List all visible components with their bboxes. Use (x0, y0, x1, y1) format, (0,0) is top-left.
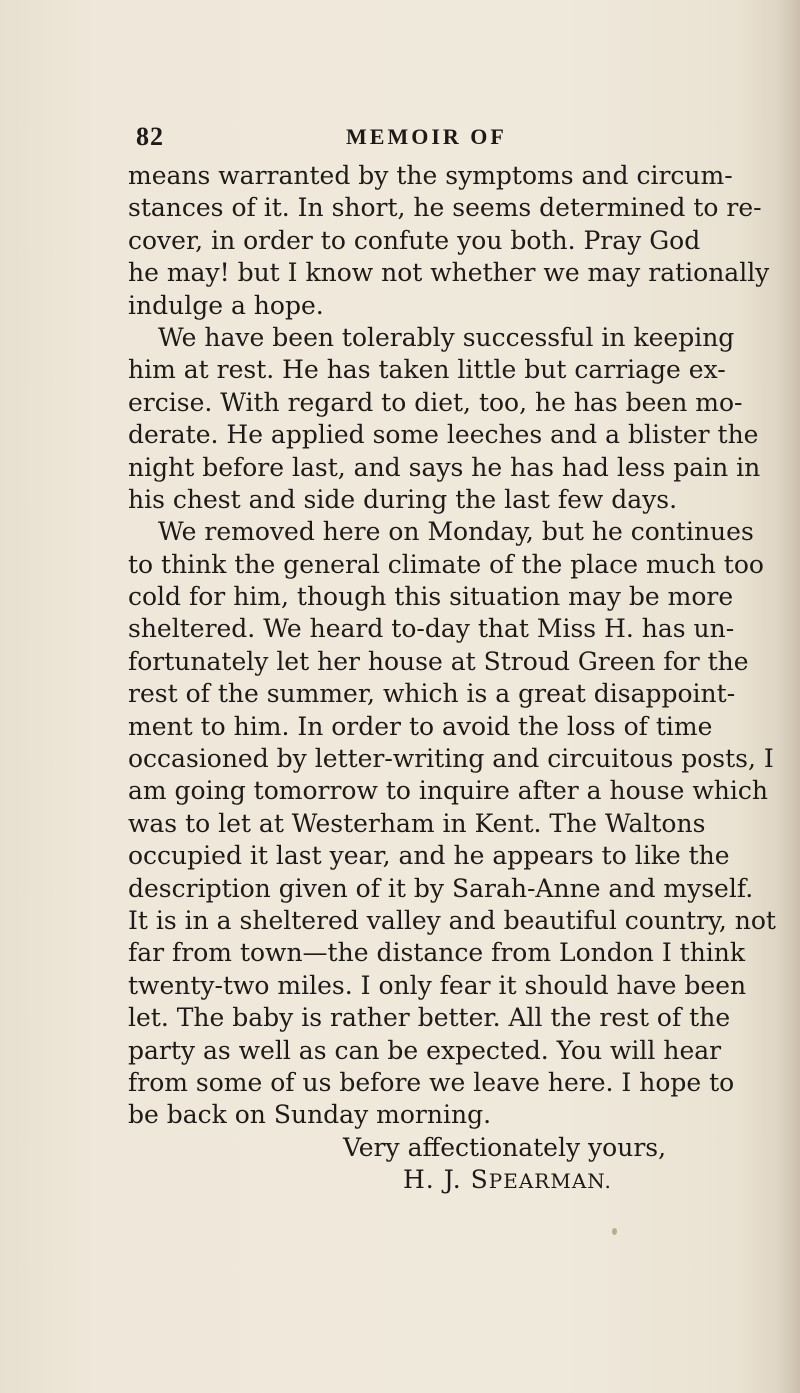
text-line: night before last, and says he has had less pain in (128, 452, 761, 482)
text-line: rest of the summer, which is a great disappoint- (128, 679, 736, 709)
text-line: he may! but I know not whether we may rationally (128, 258, 770, 288)
text-line: be back on Sunday morning. (128, 1100, 492, 1130)
text-line: am going tomorrow to inquire after a house which (128, 776, 768, 806)
text-line: description given of it by Sarah-Anne and myself. (128, 873, 754, 903)
letter-signature (128, 1164, 792, 1196)
text-line: cold for him, though this situation may be more (128, 582, 734, 612)
text-line: far from town—the distance from London I think (128, 938, 746, 968)
signature-surname-rest: PEARMAN. (488, 1169, 612, 1194)
text-line: stances of it. In short, he seems determined to re- (128, 193, 762, 223)
page-number: 82 (136, 122, 164, 151)
paragraph-start-line: We have been tolerably successful in keeping (158, 322, 735, 352)
text-line: his chest and side during the last few days. (128, 484, 678, 514)
text-line: ercise. With regard to diet, too, he has been mo- (128, 387, 743, 417)
text-line: party as well as can be expected. You will hear (128, 1035, 722, 1065)
text-line: fortunately let her house at Stroud Green for the (128, 646, 749, 676)
letter-body (128, 160, 792, 1197)
running-head: MEMOIR OF (346, 124, 507, 149)
text-line: was to let at Westerham in Kent. The Waltons (128, 808, 706, 838)
text-line: let. The baby is rather better. All the rest of the (128, 1003, 731, 1033)
text-line: It is in a sheltered valley and beautiful country, not (128, 905, 776, 935)
text-line: to think the general climate of the place much too (128, 549, 764, 579)
paper-speck (612, 1228, 617, 1235)
text-line: occupied it last year, and he appears to like the (128, 841, 730, 871)
text-line: indulge a hope. (128, 290, 324, 320)
letter-closing: Very affectionately yours, (343, 1132, 667, 1162)
text-line: from some of us before we leave here. I hope to (128, 1067, 735, 1097)
text-line: sheltered. We heard to-day that Miss H. has un- (128, 614, 735, 644)
text-line: twenty-two miles. I only fear it should have been (128, 970, 747, 1000)
paragraph-start-line: We removed here on Monday, but he continues (158, 517, 754, 547)
text-line: him at rest. He has taken little but carriage ex- (128, 355, 726, 385)
text-line: means warranted by the symptoms and circum- (128, 161, 733, 190)
signature-initials: H. J. S (403, 1165, 489, 1195)
text-line: derate. He applied some leeches and a blister the (128, 420, 759, 450)
text-line: cover, in order to confute you both. Pray God (128, 225, 701, 255)
text-line: ment to him. In order to avoid the loss of time (128, 711, 713, 741)
text-line: occasioned by letter-writing and circuitous posts, I (128, 744, 774, 774)
page-header (128, 122, 688, 152)
